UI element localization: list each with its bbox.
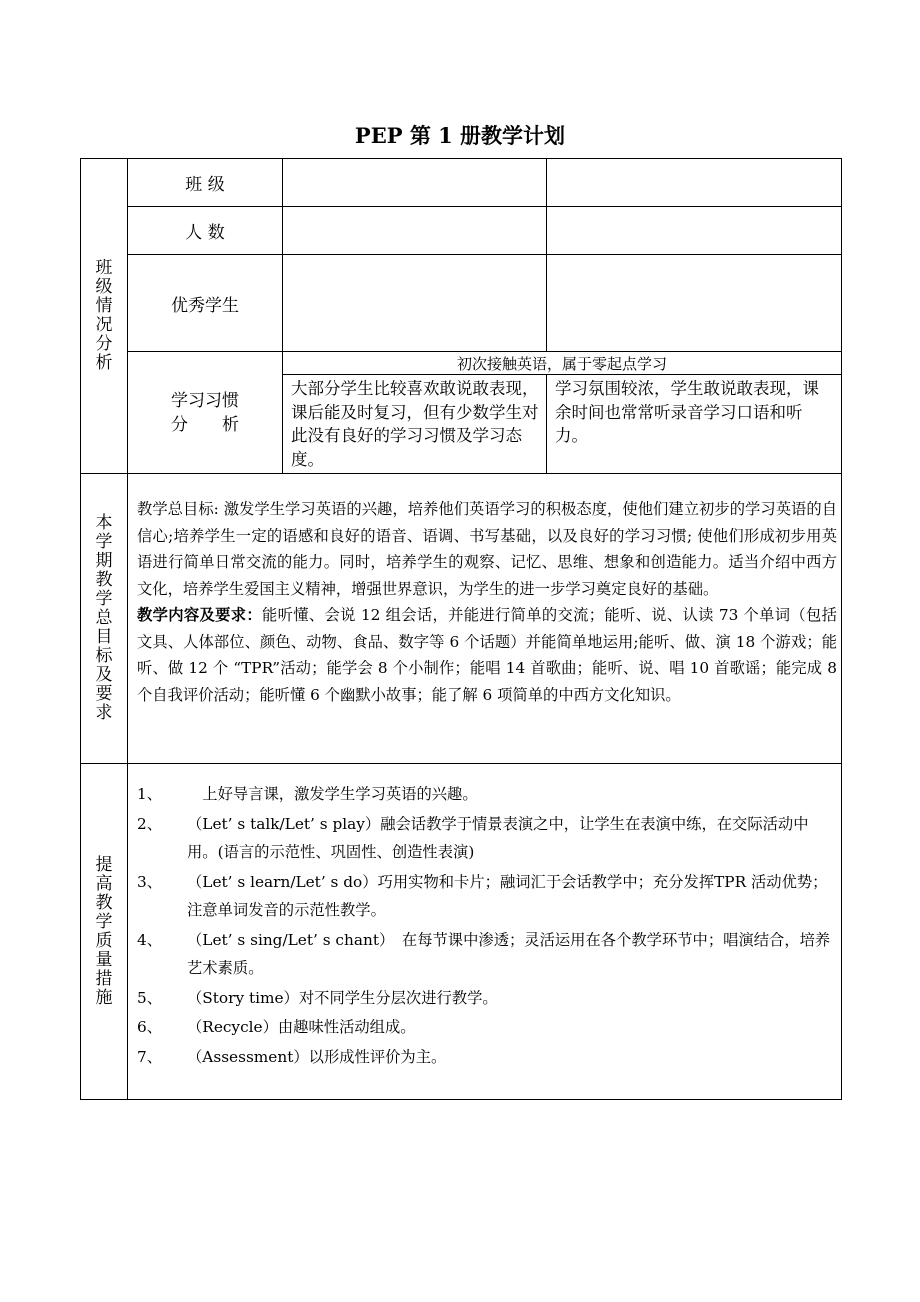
habits-left-text: 大部分学生比较喜欢敢说敢表现，课后能及时复习，但有少数学生对此没有良好的学习习惯及学习态度。	[283, 375, 547, 474]
class-analysis-side-label	[81, 159, 128, 474]
count-cell-1[interactable]	[283, 207, 547, 255]
excellent-cell-1[interactable]	[283, 255, 547, 352]
goals-row	[81, 474, 842, 764]
goals-side-text: 本学期教学总目标及要求	[95, 513, 113, 723]
measure-item-5	[137, 984, 839, 1013]
habits-note: 初次接触英语，属于零起点学习	[283, 352, 842, 375]
measure-item-1	[137, 780, 839, 809]
count-label: 人 数	[128, 207, 283, 255]
class-cell-2[interactable]	[547, 159, 842, 207]
measure-text: （Assessment）以形成性评价为主。	[187, 1047, 447, 1066]
content-requirements-text: 能听懂、会说 12 组会话，并能进行简单的交流；能听、说、认读 73 个单词（包括文具、人体部位、颜色、动物、食品、数字等 6 个话题）并能简单地运用;能听、做、演 18 个游戏；能听、做 12 个 “TPR”活动；能学会 8 个小制作；能唱 14 首歌曲；能听、说、唱 10 首歌谣；能完成 8 个自我评价活动；能听懂 6 个幽默小故事；能了解 6 项简单的中西方文化知识。	[137, 606, 837, 704]
count-row	[81, 207, 842, 255]
measure-text: （Let’ s sing/Let’ s chant） 在每节课中渗透；灵活运用在各个教学环节中；唱演结合，培养艺术素质。	[187, 930, 831, 977]
measure-item-2	[137, 810, 839, 867]
page-title: PEP 第 1 册教学计划	[354, 123, 566, 148]
measure-text: （Story time）对不同学生分层次进行教学。	[187, 988, 498, 1007]
measure-num: 2、	[137, 814, 163, 833]
excellent-label: 优秀学生	[128, 255, 283, 352]
plan-table	[80, 158, 842, 1100]
measures-side-label	[81, 764, 128, 1100]
measure-num: 5、	[137, 988, 163, 1007]
measure-text: （Recycle）由趣味性活动组成。	[187, 1018, 416, 1036]
measure-num: 6、	[137, 1018, 163, 1036]
habits-label-line2: 分 析	[171, 414, 239, 435]
habits-right-text: 学习氛围较浓，学生敢说敢表现，课余时间也常常听录音学习口语和听力。	[547, 375, 842, 474]
measure-item-7	[137, 1043, 839, 1072]
count-cell-2[interactable]	[547, 207, 842, 255]
total-goal-text: 教学总目标: 激发学生学习英语的兴趣，培养他们英语学习的积极态度，使他们建立初步的学习英语的自信心;培养学生一定的语感和良好的语音、语调、书写基础，以及良好的学习习惯; 使他们形成初步用英语进行简单日常交流的能力。同时，培养学生的观察、记忆、思维、想象和创造能力。适当介绍中西方文化，培养学生爱国主义精神，增强世界意识，为学生的进一步学习奠定良好的基础。	[137, 500, 837, 598]
measure-item-6	[137, 1013, 839, 1042]
measures-side-text: 提高教学质量措施	[95, 854, 113, 1008]
goals-side-label	[81, 474, 128, 764]
measure-num: 7、	[137, 1047, 163, 1066]
measure-text: （Let’ s talk/Let’ s play）融会话教学于情景表演之中，让学生在表演中练，在交际活动中用。(语言的示范性、巩固性、创造性表演)	[187, 814, 809, 861]
class-analysis-side-text: 班级情况分析	[95, 258, 113, 373]
measure-item-4	[137, 926, 839, 983]
excellent-cell-2[interactable]	[547, 255, 842, 352]
class-row	[81, 159, 842, 207]
habits-note-row	[81, 352, 842, 375]
excellent-row	[81, 255, 842, 352]
measure-num: 4、	[137, 930, 163, 949]
measures-row	[81, 764, 842, 1100]
measure-num: 3、	[137, 872, 163, 891]
goals-content	[128, 474, 842, 764]
measure-text: （Let’ s learn/Let’ s do）巧用实物和卡片；融词汇于会话教学中；充分发挥TPR 活动优势；注意单词发音的示范性教学。	[187, 872, 828, 919]
class-cell-1[interactable]	[283, 159, 547, 207]
measure-text: 上好导言课，激发学生学习英语的兴趣。	[187, 785, 478, 803]
measure-num: 1、	[137, 785, 163, 803]
habits-label-line1: 学习习惯	[171, 390, 239, 411]
measure-item-3	[137, 868, 839, 925]
habits-label	[128, 352, 283, 474]
measures-list	[128, 764, 842, 1100]
content-requirements-label: 教学内容及要求：	[137, 606, 262, 624]
class-label: 班 级	[128, 159, 283, 207]
